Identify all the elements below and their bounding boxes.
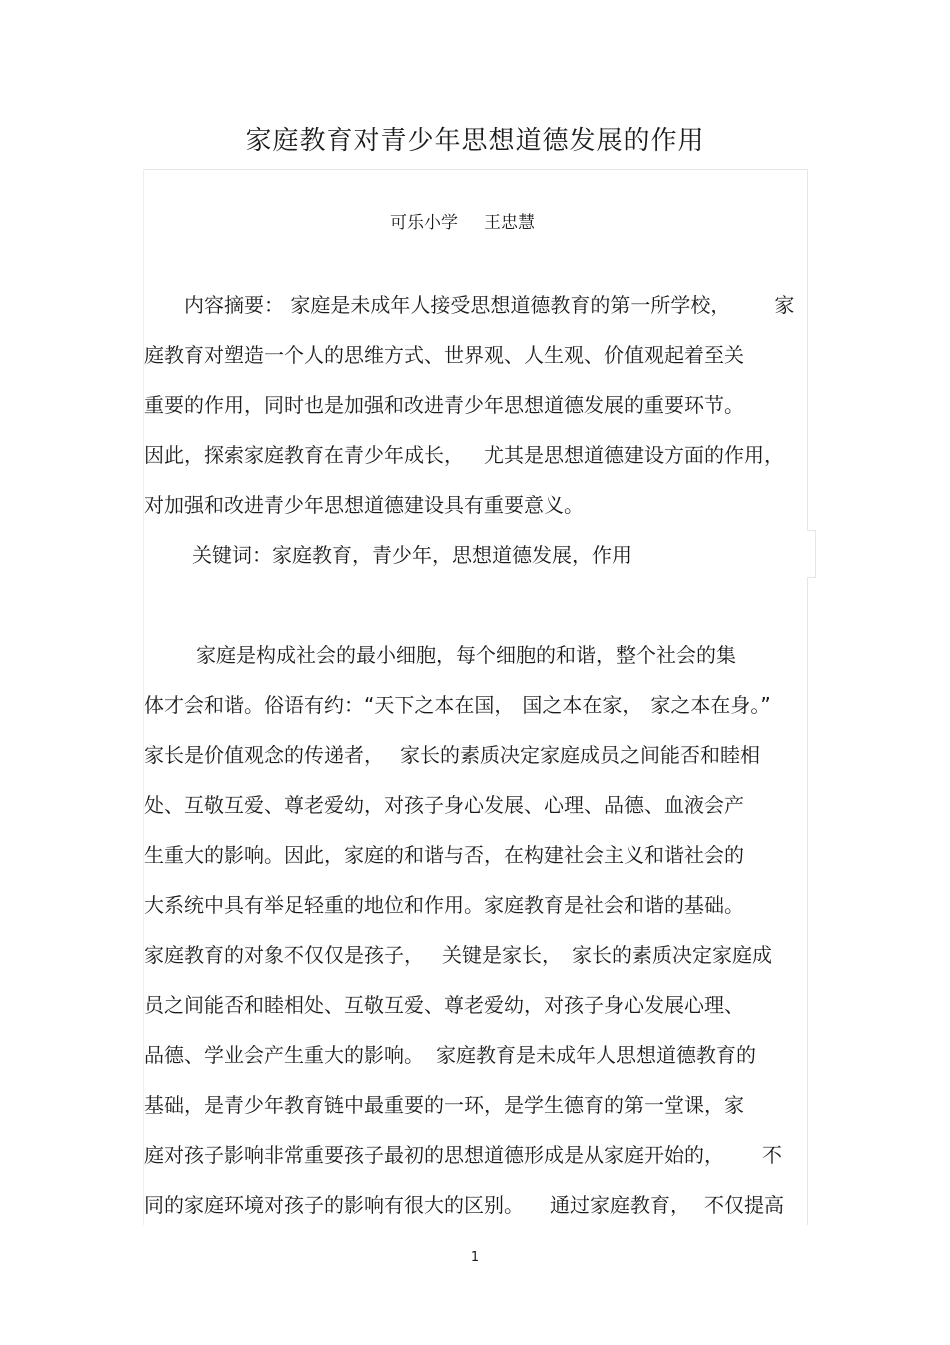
abstract-line-segment: 尤其是思想道德建设方面的作用， <box>484 443 784 467</box>
abstract-line <box>144 390 744 420</box>
body-line-segment: 通过家庭教育， <box>550 1193 690 1217</box>
abstract-line <box>144 440 784 470</box>
body-line <box>144 690 771 720</box>
body-line <box>144 1040 756 1070</box>
body-line-segment: 家长是价值观念的传递者， <box>144 743 384 767</box>
author-name: 王忠慧 <box>484 213 535 233</box>
frame-notch <box>807 530 816 578</box>
abstract-line-segment: 家 <box>774 293 795 317</box>
body-line <box>144 890 744 920</box>
abstract-line-segment: 庭教育对塑造一个人的思维方式、世界观、人生观、价值观起着至关 <box>144 343 744 367</box>
body-line-segment: 生重大的影响。因此，家庭的和谐与否，在构建社会主义和谐社会的 <box>144 843 744 867</box>
body-line-segment: 家之本在身。” <box>650 693 771 717</box>
body-line-segment: 家长的素质决定家庭成员之间能否和睦相 <box>400 743 760 767</box>
body-line <box>144 1140 782 1170</box>
body-line <box>144 840 744 870</box>
keywords-line: 关键词：家庭教育，青少年，思想道德发展，作用 <box>192 543 632 567</box>
abstract-line-segment: 因此，探索家庭教育在青少年成长， <box>144 443 464 467</box>
abstract-line-segment: 内容摘要： 家庭是未成年人接受思想道德教育的第一所学校， <box>184 293 731 317</box>
body-line-segment: 处、互敬互爱、尊老爱幼，对孩子身心发展、心理、品德、血液会产 <box>144 793 744 817</box>
abstract-line-segment: 重要的作用，同时也是加强和改进青少年思想道德发展的重要环节。 <box>144 393 744 417</box>
body-line-segment: 国之本在家， <box>522 693 643 717</box>
document-title: 家庭教育对青少年思想道德发展的作用 <box>245 126 705 156</box>
body-line-segment: 体才会和谐。俗语有约：“天下之本在国， <box>144 693 515 717</box>
frame-top-rule <box>143 169 807 170</box>
body-line <box>144 1090 744 1120</box>
body-line-segment: 同的家庭环境对孩子的影响有很大的区别。 <box>144 1193 524 1217</box>
body-line-segment: 员之间能否和睦相处、互敬互爱、尊老爱幼，对孩子身心发展心理、 <box>144 993 744 1017</box>
abstract-line <box>184 290 794 320</box>
body-line <box>144 1190 784 1220</box>
body-line <box>144 940 772 970</box>
body-line-segment: 庭对孩子影响非常重要孩子最初的思想道德形成是从家庭开始的， <box>144 1143 724 1167</box>
body-line <box>144 990 744 1020</box>
body-line <box>144 790 744 820</box>
author-school: 可乐小学 <box>390 213 458 233</box>
body-line-segment: 品德、学业会产生重大的影响。 <box>144 1043 424 1067</box>
body-line-segment: 家庭教育是未成年人思想道德教育的 <box>436 1043 756 1067</box>
body-line-segment: 关键是家长， <box>442 943 562 967</box>
body-line-segment: 家庭教育的对象不仅仅是孩子， <box>144 943 424 967</box>
abstract-line <box>144 340 744 370</box>
body-line <box>196 640 736 670</box>
body-line-segment: 家庭是构成社会的最小细胞，每个细胞的和谐，整个社会的集 <box>196 643 736 667</box>
body-line-segment: 不仅提高 <box>704 1193 784 1217</box>
abstract-line <box>144 490 584 520</box>
body-line-segment: 基础，是青少年教育链中最重要的一环，是学生德育的第一堂课，家 <box>144 1093 744 1117</box>
body-line <box>144 740 760 770</box>
abstract-line-segment: 对加强和改进青少年思想道德建设具有重要意义。 <box>144 493 584 517</box>
frame-right-rule <box>807 169 808 1225</box>
body-line-segment: 大系统中具有举足轻重的地位和作用。家庭教育是社会和谐的基础。 <box>144 893 744 917</box>
page-number: 1 <box>470 1250 480 1265</box>
author-line <box>390 211 535 235</box>
body-line-segment: 家长的素质决定家庭成 <box>572 943 772 967</box>
body-line-segment: 不 <box>762 1143 782 1167</box>
